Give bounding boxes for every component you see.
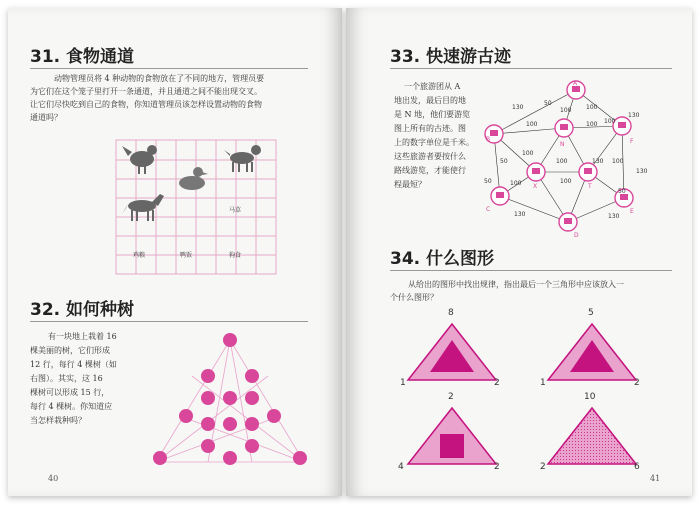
text-line: 动物管理员将 4 种动物的食物放在了不同的地方，管理员要	[54, 74, 265, 83]
edge-label: 100	[560, 178, 572, 185]
tri2-left: 1	[540, 378, 546, 388]
text-line: 一个旅游团从 A	[404, 82, 461, 91]
tri2-right: 2	[634, 378, 640, 388]
text-line: 为它们在这个笼子里打开一条通道，并且通道之间不能出现交叉。	[30, 87, 262, 96]
animal-grid	[112, 136, 282, 281]
left-page	[8, 8, 342, 496]
food-label-duck-food: 鸭饭	[180, 252, 193, 259]
text-line: 当怎样栽种吗？	[30, 416, 86, 425]
puzzle-34-text	[390, 278, 680, 304]
text-line: 右图）。其实，这 16	[30, 374, 103, 383]
text-line: 是 N 地，他们要游览	[394, 110, 471, 119]
text-line: 通道吗？	[30, 113, 62, 122]
edge-label: 100	[556, 158, 568, 165]
node-label-d: D	[574, 232, 579, 239]
edge-label: 50	[618, 188, 626, 195]
text-line: 上的数字单位是千米。	[394, 138, 474, 147]
tri4-left: 2	[540, 462, 546, 472]
node-label-e: E	[630, 208, 634, 215]
node-label-f: F	[630, 138, 634, 145]
text-line: 图上所有的古迹。图	[394, 124, 466, 133]
puzzle-32-text	[30, 330, 150, 428]
edge-label: 100	[510, 180, 522, 187]
triangle-4-question	[544, 404, 640, 468]
edge-label: 100	[522, 150, 534, 157]
puzzle-33-title: 33. 快速游古迹	[390, 47, 512, 67]
edge-label: 100	[586, 121, 598, 128]
node-label-b: B	[486, 136, 491, 143]
node-label-x: X	[533, 183, 538, 190]
edge-label: 130	[628, 112, 640, 119]
tri1-top: 8	[448, 308, 454, 318]
edge-label: 50	[484, 178, 492, 185]
right-page	[346, 8, 692, 496]
title-rule	[390, 270, 672, 271]
edge-label: 100	[560, 107, 572, 114]
food-label-hay: 马草	[229, 207, 242, 214]
tri3-top: 2	[448, 392, 454, 402]
tri3-right: 2	[494, 462, 500, 472]
tri4-top: 10	[584, 392, 596, 402]
page-number-right: 41	[650, 474, 661, 483]
title-rule	[30, 321, 308, 322]
node-label-n: N	[560, 141, 565, 148]
food-label-chicken-feed: 鸡粮	[133, 252, 146, 259]
landmark-graph	[478, 76, 678, 246]
triangle-3	[404, 404, 500, 468]
edge-label: 130	[512, 104, 524, 111]
text-line: 12 行，每行 4 棵树（如	[30, 360, 117, 369]
tri2-top: 5	[588, 308, 594, 318]
text-line: 地出发，最后目的地	[394, 96, 466, 105]
text-line: 路线游览，才能使行	[394, 166, 466, 175]
text-line: 个什么图形？	[390, 293, 438, 302]
text-line: 让它们尽快吃到自己的食物，你知道管理员该怎样设置动物的食物	[30, 100, 262, 109]
tri3-left: 4	[398, 462, 404, 472]
puzzle-31-title: 31. 食物通道	[30, 47, 135, 67]
page-number-left: 40	[48, 474, 59, 483]
edge-label: 130	[514, 211, 526, 218]
triangle-2	[544, 320, 640, 384]
text-line: 棵美丽的树，它们形成	[30, 346, 110, 355]
tri1-left: 1	[400, 378, 406, 388]
node-label-c: C	[486, 206, 491, 213]
title-rule	[390, 68, 672, 69]
title-rule	[30, 68, 308, 69]
tree-triangle-diagram	[146, 326, 314, 476]
edge-label: 130	[608, 213, 620, 220]
text-line: 程最短？	[394, 180, 426, 189]
edge-label: 100	[526, 121, 538, 128]
text-line: 棵树可以形成 15 行，	[30, 388, 110, 397]
text-line: 每行 4 棵树。你知道应	[30, 402, 113, 411]
text-line: 有一块地上栽着 16	[48, 332, 117, 341]
landmark-icons	[490, 86, 628, 224]
node-label-t: T	[588, 183, 592, 190]
node-label-a: A	[573, 80, 578, 87]
edge-label: 100	[586, 104, 598, 111]
puzzle-32-title: 32. 如何种树	[30, 300, 135, 320]
edge-label: 100	[604, 118, 616, 125]
edge-label: 100	[612, 158, 624, 165]
tri1-right: 2	[494, 378, 500, 388]
dog-icon	[224, 145, 261, 172]
puzzle-31-text	[30, 72, 320, 124]
tri4-right: 6	[634, 462, 640, 472]
edge-label: 50	[544, 100, 552, 107]
text-line: 从给出的图形中找出规律，指出最后一个三角形中应该放入一	[408, 280, 624, 289]
triangle-1	[404, 320, 500, 384]
puzzle-34-title: 34. 什么图形	[390, 249, 495, 269]
edge-label: 130	[592, 158, 604, 165]
edge-label: 50	[500, 158, 508, 165]
tree-icons	[153, 333, 307, 465]
edge-label: 130	[636, 168, 648, 175]
text-line: 这些旅游者要按什么	[394, 152, 466, 161]
food-label-dog-food: 狗食	[229, 252, 242, 259]
